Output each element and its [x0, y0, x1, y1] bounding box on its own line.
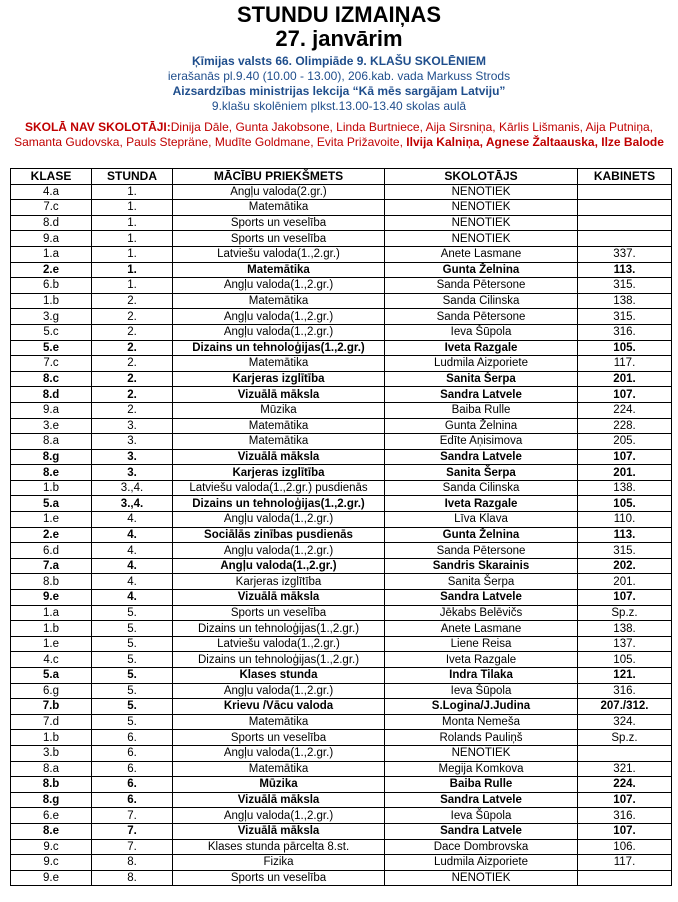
cell-class: 1.e — [11, 512, 92, 528]
cell-teacher: NENOTIEK — [385, 231, 578, 247]
cell-teacher: Ludmila Aizporiete — [385, 855, 578, 871]
cell-class: 9.c — [11, 855, 92, 871]
cell-room: 105. — [578, 496, 672, 512]
cell-room — [578, 184, 672, 200]
cell-lesson: 1. — [92, 278, 173, 294]
table-row — [11, 777, 672, 793]
changes-table — [10, 168, 672, 886]
cell-room — [578, 870, 672, 886]
cell-class: 1.b — [11, 480, 92, 496]
table-row — [11, 558, 672, 574]
cell-class: 4.a — [11, 184, 92, 200]
announcements — [0, 54, 678, 114]
cell-room: 316. — [578, 683, 672, 699]
cell-lesson: 4. — [92, 558, 173, 574]
cell-subject: Angļu valoda(1.,2.gr.) — [173, 558, 385, 574]
cell-lesson: 5. — [92, 668, 173, 684]
cell-subject: Matemātika — [173, 714, 385, 730]
cell-teacher: Edīte Aņisimova — [385, 434, 578, 450]
table-row — [11, 356, 672, 372]
cell-class: 5.a — [11, 496, 92, 512]
table-row — [11, 543, 672, 559]
cell-class: 8.e — [11, 465, 92, 481]
cell-subject: Dizains un tehnoloģijas(1.,2.gr.) — [173, 340, 385, 356]
cell-teacher: Anete Lasmane — [385, 246, 578, 262]
cell-class: 8.d — [11, 387, 92, 403]
cell-lesson: 1. — [92, 200, 173, 216]
cell-lesson: 7. — [92, 839, 173, 855]
cell-lesson: 6. — [92, 792, 173, 808]
cell-class: 8.g — [11, 449, 92, 465]
cell-subject: Fizika — [173, 855, 385, 871]
table-row — [11, 792, 672, 808]
cell-room: 105. — [578, 652, 672, 668]
cell-lesson: 1. — [92, 246, 173, 262]
cell-lesson: 5. — [92, 636, 173, 652]
cell-lesson: 4. — [92, 574, 173, 590]
cell-lesson: 2. — [92, 324, 173, 340]
table-row — [11, 590, 672, 606]
cell-lesson: 4. — [92, 590, 173, 606]
cell-lesson: 5. — [92, 621, 173, 637]
cell-subject: Karjeras izglītība — [173, 371, 385, 387]
page-title: STUNDU IZMAIŅAS — [236, 2, 442, 27]
cell-room: 107. — [578, 792, 672, 808]
cell-room: Sp.z. — [578, 730, 672, 746]
cell-class: 1.b — [11, 293, 92, 309]
page-header — [0, 0, 678, 51]
cell-teacher: Baiba Rulle — [385, 402, 578, 418]
cell-lesson: 1. — [92, 215, 173, 231]
cell-subject: Vizuālā māksla — [173, 449, 385, 465]
cell-teacher: Sanita Šerpa — [385, 574, 578, 590]
cell-room: 224. — [578, 402, 672, 418]
cell-class: 6.g — [11, 683, 92, 699]
cell-room: 201. — [578, 574, 672, 590]
cell-subject: Sports un veselība — [173, 870, 385, 886]
cell-class: 8.b — [11, 574, 92, 590]
cell-lesson: 6. — [92, 730, 173, 746]
cell-room: 107. — [578, 449, 672, 465]
cell-teacher: Gunta Želnina — [385, 418, 578, 434]
absent-teachers — [12, 120, 666, 150]
table-row — [11, 699, 672, 715]
announcement-lecture: Aizsardzības ministrijas lekcija “Kā mēs sargājam Latviju” — [172, 84, 506, 98]
table-row — [11, 215, 672, 231]
cell-room: Sp.z. — [578, 605, 672, 621]
cell-lesson: 4. — [92, 527, 173, 543]
cell-teacher: NENOTIEK — [385, 215, 578, 231]
cell-room: 337. — [578, 246, 672, 262]
announcement-olympiad-details: ierašanās pl.9.40 (10.00 - 13.00), 206.kab. vada Markuss Strods — [167, 69, 511, 83]
cell-teacher: Sandra Latvele — [385, 449, 578, 465]
cell-lesson: 2. — [92, 309, 173, 325]
cell-room: 202. — [578, 558, 672, 574]
cell-subject: Latviešu valoda(1.,2.gr.) pusdienās — [173, 480, 385, 496]
cell-subject: Mūzika — [173, 402, 385, 418]
cell-room: 107. — [578, 590, 672, 606]
cell-room: 138. — [578, 293, 672, 309]
cell-class: 1.a — [11, 246, 92, 262]
cell-subject: Angļu valoda(1.,2.gr.) — [173, 324, 385, 340]
cell-room: 316. — [578, 808, 672, 824]
table-row — [11, 512, 672, 528]
cell-room: 205. — [578, 434, 672, 450]
cell-subject: Angļu valoda(1.,2.gr.) — [173, 278, 385, 294]
table-row — [11, 465, 672, 481]
header-teacher: SKOLOTĀJS — [385, 169, 578, 185]
cell-lesson: 3.,4. — [92, 480, 173, 496]
cell-lesson: 6. — [92, 745, 173, 761]
cell-teacher: Monta Nemeša — [385, 714, 578, 730]
cell-room: 315. — [578, 543, 672, 559]
cell-room: 201. — [578, 465, 672, 481]
cell-room: 106. — [578, 839, 672, 855]
cell-class: 7.a — [11, 558, 92, 574]
cell-teacher: Anete Lasmane — [385, 621, 578, 637]
cell-lesson: 2. — [92, 387, 173, 403]
absent-teachers-label: SKOLĀ NAV SKOLOTĀJI: — [24, 120, 171, 134]
cell-subject: Angļu valoda(1.,2.gr.) — [173, 745, 385, 761]
cell-teacher: Ieva Šūpola — [385, 808, 578, 824]
cell-teacher: Indra Tilaka — [385, 668, 578, 684]
cell-lesson: 3. — [92, 418, 173, 434]
cell-lesson: 8. — [92, 855, 173, 871]
cell-room: 315. — [578, 278, 672, 294]
cell-subject: Angļu valoda(1.,2.gr.) — [173, 683, 385, 699]
cell-subject: Matemātika — [173, 262, 385, 278]
cell-subject: Vizuālā māksla — [173, 823, 385, 839]
cell-room: 321. — [578, 761, 672, 777]
cell-class: 4.c — [11, 652, 92, 668]
cell-room — [578, 231, 672, 247]
cell-room: 107. — [578, 823, 672, 839]
table-row — [11, 636, 672, 652]
cell-room: 207./312. — [578, 699, 672, 715]
table-row — [11, 246, 672, 262]
announcement-lecture-details: 9.klašu skolēniem plkst.13.00-13.40 skolas aulā — [211, 99, 467, 113]
page-date: 27. janvārim — [275, 26, 403, 51]
cell-class: 5.c — [11, 324, 92, 340]
cell-teacher: Sanda Pētersone — [385, 543, 578, 559]
table-row — [11, 683, 672, 699]
table-row — [11, 621, 672, 637]
cell-teacher: NENOTIEK — [385, 200, 578, 216]
cell-room: 113. — [578, 262, 672, 278]
cell-class: 3.g — [11, 309, 92, 325]
cell-class: 9.a — [11, 231, 92, 247]
header-room: KABINETS — [578, 169, 672, 185]
cell-room — [578, 200, 672, 216]
cell-lesson: 7. — [92, 823, 173, 839]
cell-teacher: NENOTIEK — [385, 745, 578, 761]
cell-room — [578, 215, 672, 231]
cell-class: 8.c — [11, 371, 92, 387]
cell-room: 113. — [578, 527, 672, 543]
cell-teacher: Līva Klava — [385, 512, 578, 528]
table-row — [11, 761, 672, 777]
cell-teacher: NENOTIEK — [385, 184, 578, 200]
cell-lesson: 2. — [92, 340, 173, 356]
cell-class: 6.e — [11, 808, 92, 824]
cell-subject: Karjeras izglītība — [173, 465, 385, 481]
cell-subject: Matemātika — [173, 761, 385, 777]
cell-subject: Sociālās zinības pusdienās — [173, 527, 385, 543]
cell-subject: Sports un veselība — [173, 215, 385, 231]
table-row — [11, 309, 672, 325]
table-row — [11, 480, 672, 496]
table-row — [11, 730, 672, 746]
cell-subject: Latviešu valoda(1.,2.gr.) — [173, 246, 385, 262]
cell-lesson: 5. — [92, 652, 173, 668]
cell-teacher: Megija Komkova — [385, 761, 578, 777]
cell-subject: Angļu valoda(1.,2.gr.) — [173, 309, 385, 325]
cell-subject: Matemātika — [173, 200, 385, 216]
cell-lesson: 5. — [92, 605, 173, 621]
table-row — [11, 605, 672, 621]
cell-room: 121. — [578, 668, 672, 684]
cell-class: 7.d — [11, 714, 92, 730]
cell-teacher: Sandra Latvele — [385, 387, 578, 403]
cell-subject: Sports un veselība — [173, 231, 385, 247]
cell-lesson: 4. — [92, 512, 173, 528]
table-row — [11, 870, 672, 886]
cell-room: 324. — [578, 714, 672, 730]
cell-lesson: 3.,4. — [92, 496, 173, 512]
table-row — [11, 371, 672, 387]
table-row — [11, 745, 672, 761]
cell-class: 7.b — [11, 699, 92, 715]
cell-class: 8.g — [11, 792, 92, 808]
cell-teacher: Iveta Razgale — [385, 496, 578, 512]
cell-room: 137. — [578, 636, 672, 652]
cell-class: 7.c — [11, 356, 92, 372]
header-class: KLASE — [11, 169, 92, 185]
table-row — [11, 184, 672, 200]
cell-subject: Vizuālā māksla — [173, 590, 385, 606]
cell-class: 8.d — [11, 215, 92, 231]
header-subject: MĀCĪBU PRIEKŠMETS — [173, 169, 385, 185]
cell-class: 9.a — [11, 402, 92, 418]
absent-teachers-names: Dinija Dāle, Gunta Jakobsone, Linda Burtniece, Aija Sirsniņa, Kārlis Lišmanis, Aija Putniņa, Samanta Gudovska, Pauls Stepräne, Mudīte Goldmane, Evita Prižavoite, — [14, 120, 654, 149]
cell-lesson: 1. — [92, 184, 173, 200]
announcement-olympiad: Ķīmijas valsts 66. Olimpiāde 9. KLAŠU SKOLĒNIEM — [191, 54, 487, 68]
table-row — [11, 527, 672, 543]
cell-teacher: Baiba Rulle — [385, 777, 578, 793]
cell-class: 7.c — [11, 200, 92, 216]
cell-teacher: Gunta Želnina — [385, 527, 578, 543]
cell-teacher: Jēkabs Belēvičs — [385, 605, 578, 621]
table-row — [11, 231, 672, 247]
cell-room: 117. — [578, 356, 672, 372]
cell-subject: Angļu valoda(2.gr.) — [173, 184, 385, 200]
cell-subject: Sports un veselība — [173, 730, 385, 746]
cell-subject: Dizains un tehnoloģijas(1.,2.gr.) — [173, 496, 385, 512]
table-row — [11, 668, 672, 684]
table-row — [11, 823, 672, 839]
cell-lesson: 3. — [92, 449, 173, 465]
cell-subject: Krievu /Vācu valoda — [173, 699, 385, 715]
cell-lesson: 2. — [92, 293, 173, 309]
cell-class: 9.e — [11, 870, 92, 886]
cell-class: 8.b — [11, 777, 92, 793]
table-row — [11, 652, 672, 668]
table-row — [11, 808, 672, 824]
cell-room: 105. — [578, 340, 672, 356]
cell-subject: Dizains un tehnoloģijas(1.,2.gr.) — [173, 621, 385, 637]
cell-teacher: Sanita Šerpa — [385, 371, 578, 387]
cell-subject: Angļu valoda(1.,2.gr.) — [173, 808, 385, 824]
table-row — [11, 574, 672, 590]
cell-teacher: Sandra Latvele — [385, 590, 578, 606]
cell-teacher: NENOTIEK — [385, 870, 578, 886]
cell-class: 6.b — [11, 278, 92, 294]
cell-subject: Angļu valoda(1.,2.gr.) — [173, 543, 385, 559]
cell-subject: Latviešu valoda(1.,2.gr.) — [173, 636, 385, 652]
cell-subject: Matemātika — [173, 434, 385, 450]
cell-class: 1.e — [11, 636, 92, 652]
absent-teachers-names-bold: Ilvija Kalniņa, Agnese Žaltaauska, Ilze Balode — [402, 135, 664, 149]
cell-room: 110. — [578, 512, 672, 528]
cell-subject: Vizuālā māksla — [173, 387, 385, 403]
cell-teacher: Ludmila Aizporiete — [385, 356, 578, 372]
cell-class: 2.e — [11, 527, 92, 543]
table-body — [11, 184, 672, 886]
cell-lesson: 1. — [92, 262, 173, 278]
cell-room: 138. — [578, 480, 672, 496]
cell-subject: Mūzika — [173, 777, 385, 793]
cell-subject: Klases stunda pārcelta 8.st. — [173, 839, 385, 855]
cell-class: 2.e — [11, 262, 92, 278]
cell-class: 3.b — [11, 745, 92, 761]
cell-room: 138. — [578, 621, 672, 637]
cell-teacher: Sandra Latvele — [385, 792, 578, 808]
cell-lesson: 6. — [92, 761, 173, 777]
table-row — [11, 262, 672, 278]
cell-subject: Vizuālā māksla — [173, 792, 385, 808]
cell-lesson: 2. — [92, 356, 173, 372]
cell-teacher: Ieva Šūpola — [385, 683, 578, 699]
cell-class: 8.e — [11, 823, 92, 839]
cell-room: 228. — [578, 418, 672, 434]
cell-lesson: 8. — [92, 870, 173, 886]
cell-lesson: 1. — [92, 231, 173, 247]
cell-class: 1.a — [11, 605, 92, 621]
cell-teacher: Rolands Pauliņš — [385, 730, 578, 746]
cell-teacher: Gunta Želnina — [385, 262, 578, 278]
cell-teacher: Sanda Cilinska — [385, 480, 578, 496]
cell-subject: Karjeras izglītība — [173, 574, 385, 590]
cell-subject: Matemātika — [173, 293, 385, 309]
cell-teacher: Iveta Razgale — [385, 652, 578, 668]
cell-lesson: 2. — [92, 371, 173, 387]
table-row — [11, 324, 672, 340]
cell-lesson: 5. — [92, 699, 173, 715]
cell-subject: Sports un veselība — [173, 605, 385, 621]
cell-subject: Angļu valoda(1.,2.gr.) — [173, 512, 385, 528]
cell-class: 3.e — [11, 418, 92, 434]
cell-class: 1.b — [11, 621, 92, 637]
cell-room: 315. — [578, 309, 672, 325]
cell-room: 224. — [578, 777, 672, 793]
cell-subject: Klases stunda — [173, 668, 385, 684]
cell-subject: Matemātika — [173, 356, 385, 372]
cell-room: 201. — [578, 371, 672, 387]
cell-teacher: Sanda Pētersone — [385, 309, 578, 325]
cell-teacher: Sanita Šerpa — [385, 465, 578, 481]
cell-lesson: 5. — [92, 683, 173, 699]
table-row — [11, 340, 672, 356]
cell-class: 5.a — [11, 668, 92, 684]
cell-class: 8.a — [11, 761, 92, 777]
cell-lesson: 6. — [92, 777, 173, 793]
cell-lesson: 2. — [92, 402, 173, 418]
table-row — [11, 418, 672, 434]
cell-class: 9.e — [11, 590, 92, 606]
table-row — [11, 714, 672, 730]
cell-teacher: Dace Dombrovska — [385, 839, 578, 855]
table-row — [11, 387, 672, 403]
table-row — [11, 855, 672, 871]
cell-class: 1.b — [11, 730, 92, 746]
table-header-row — [11, 169, 672, 185]
cell-teacher: Sandris Skarainis — [385, 558, 578, 574]
cell-teacher: Ieva Šūpola — [385, 324, 578, 340]
table-row — [11, 839, 672, 855]
cell-lesson: 3. — [92, 434, 173, 450]
table-row — [11, 293, 672, 309]
table-row — [11, 402, 672, 418]
table-row — [11, 200, 672, 216]
cell-room: 117. — [578, 855, 672, 871]
cell-teacher: Iveta Razgale — [385, 340, 578, 356]
cell-lesson: 4. — [92, 543, 173, 559]
cell-teacher: Sanda Pētersone — [385, 278, 578, 294]
cell-class: 6.d — [11, 543, 92, 559]
cell-room — [578, 745, 672, 761]
cell-room: 316. — [578, 324, 672, 340]
cell-teacher: S.Logina/J.Judina — [385, 699, 578, 715]
cell-class: 8.a — [11, 434, 92, 450]
cell-class: 9.c — [11, 839, 92, 855]
cell-lesson: 7. — [92, 808, 173, 824]
table-row — [11, 434, 672, 450]
table-row — [11, 278, 672, 294]
cell-teacher: Sanda Cilinska — [385, 293, 578, 309]
cell-subject: Matemātika — [173, 418, 385, 434]
cell-room: 107. — [578, 387, 672, 403]
cell-lesson: 3. — [92, 465, 173, 481]
header-lesson: STUNDA — [92, 169, 173, 185]
cell-class: 5.e — [11, 340, 92, 356]
cell-teacher: Sandra Latvele — [385, 823, 578, 839]
cell-subject: Dizains un tehnoloģijas(1.,2.gr.) — [173, 652, 385, 668]
cell-teacher: Liene Reisa — [385, 636, 578, 652]
cell-lesson: 5. — [92, 714, 173, 730]
table-row — [11, 449, 672, 465]
table-row — [11, 496, 672, 512]
